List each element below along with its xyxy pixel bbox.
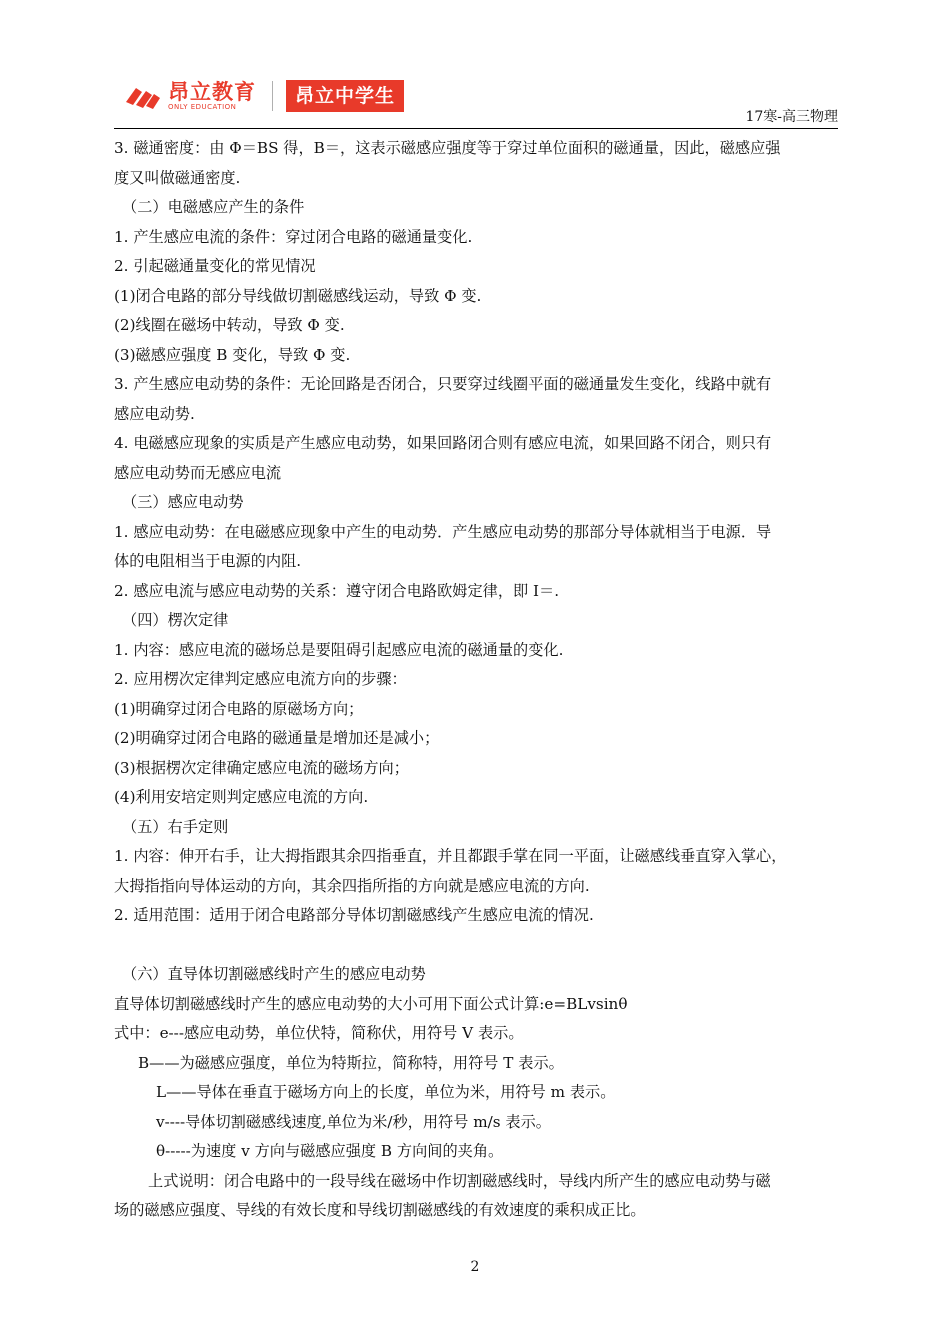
paragraph-line: 2. 适用范围：适用于闭合电路部分导体切割磁感线产生感应电流的情况. (114, 906, 594, 924)
paragraph-line: 2. 应用楞次定律判定感应电流方向的步骤： (114, 670, 407, 688)
paragraph-line: (3)根据楞次定律确定感应电流的磁场方向； (114, 758, 409, 777)
paragraph-line: 1. 内容：伸开右手，让大拇指跟其余四指垂直，并且都跟手掌在同一平面，让磁感线垂直穿入掌心， (114, 847, 787, 865)
paragraph-line: 4. 电磁感应现象的实质是产生感应电动势，如果回路闭合则有感应电流，如果回路不闭合，则只有 (114, 434, 772, 452)
blank-line (114, 931, 838, 961)
page-number: 2 (470, 1259, 480, 1275)
paragraph-line: 度又叫做磁通密度. (114, 168, 241, 187)
paragraph-line: 1. 感应电动势：在电磁感应现象中产生的电动势．产生感应电动势的那部分导体就相当于电源．导 (114, 522, 772, 541)
paragraph-line: (1)闭合电路的部分导线做切割磁感线运动，导致 Φ 变. (114, 286, 482, 305)
paragraph-line: θ-----为速度 v 方向与磁感应强度 B 方向间的夹角。 (156, 1142, 504, 1160)
paragraph-line: 上式说明：闭合电路中的一段导线在磁场中作切割磁感线时，导线内所产生的感应电动势与磁 (148, 1171, 771, 1190)
course-title: 17寒-高三物理 (745, 109, 838, 125)
paragraph-line: 直导体切割磁感线时产生的感应电动势的大小可用下面公式计算:e=BLvsinθ (114, 994, 628, 1013)
section-heading: （四）楞次定律 (122, 611, 229, 629)
paragraph-line: v----导体切割磁感线速度,单位为米/秒，用符号 m/s 表示。 (156, 1112, 551, 1131)
paragraph-line: 1. 产生感应电流的条件：穿过闭合电路的磁通量变化. (114, 227, 473, 246)
logo-divider (272, 81, 273, 111)
paragraph-line: 3. 产生感应电动势的条件：无论回路是否闭合，只要穿过线圈平面的磁通量发生变化，线路中就有 (114, 375, 772, 393)
paragraph-line: 式中：e---感应电动势，单位伏特，简称伏，用符号 V 表示。 (114, 1024, 524, 1042)
document-body (114, 134, 838, 1226)
paragraph-line: (2)线圈在磁场中转动，导致 Φ 变. (114, 316, 345, 334)
section-heading: （三）感应电动势 (122, 493, 244, 511)
paragraph-line: (3)磁感应强度 B 变化，导致 Φ 变. (114, 345, 351, 364)
page-header (114, 76, 838, 129)
paragraph-line: 体的电阻相当于电源的内阻. (114, 552, 302, 570)
paragraph-line: 感应电动势. (114, 404, 195, 423)
paragraph-line: (1)明确穿过闭合电路的原磁场方向； (114, 699, 364, 718)
logo-subtitle: ONLY EDUCATION (168, 102, 237, 111)
section-heading: （六）直导体切割磁感线时产生的感应电动势 (122, 965, 426, 983)
paragraph-line: 3. 磁通密度：由 Φ＝BS 得，B＝，这表示磁感应强度等于穿过单位面积的磁通量，因此，磁感应强 (114, 139, 781, 157)
logo-text (168, 81, 256, 112)
paragraph-line: 2. 引起磁通量变化的常见情况 (114, 257, 316, 275)
paragraph-line: (2)明确穿过闭合电路的磁通量是增加还是减小； (114, 729, 440, 747)
paragraph-line: 场的磁感应强度、导线的有效长度和导线切割磁感线的有效速度的乘积成正比。 (114, 1201, 646, 1219)
logo-name: 昂立教育 (168, 79, 256, 104)
paragraph-line: 1. 内容：感应电流的磁场总是要阻碍引起感应电流的磁通量的变化. (114, 640, 564, 659)
paragraph-line: (4)利用安培定则判定感应电流的方向. (114, 788, 369, 806)
paragraph-line: 感应电动势而无感应电流 (114, 463, 282, 482)
only-education-logo-icon (122, 80, 164, 112)
paragraph-line: B——为磁感应强度，单位为特斯拉，简称特，用符号 T 表示。 (138, 1053, 564, 1072)
section-heading: （二）电磁感应产生的条件 (122, 198, 305, 216)
logo-box: 昂立中学生 (286, 80, 404, 112)
paragraph-line: L——导体在垂直于磁场方向上的长度，单位为米，用符号 m 表示。 (156, 1083, 616, 1101)
logo-group (122, 76, 404, 116)
paragraph-line: 2. 感应电流与感应电动势的关系：遵守闭合电路欧姆定律，即 I＝. (114, 581, 560, 600)
paragraph-line: 大拇指指向导体运动的方向，其余四指所指的方向就是感应电流的方向. (114, 876, 590, 895)
section-heading: （五）右手定则 (122, 817, 229, 836)
